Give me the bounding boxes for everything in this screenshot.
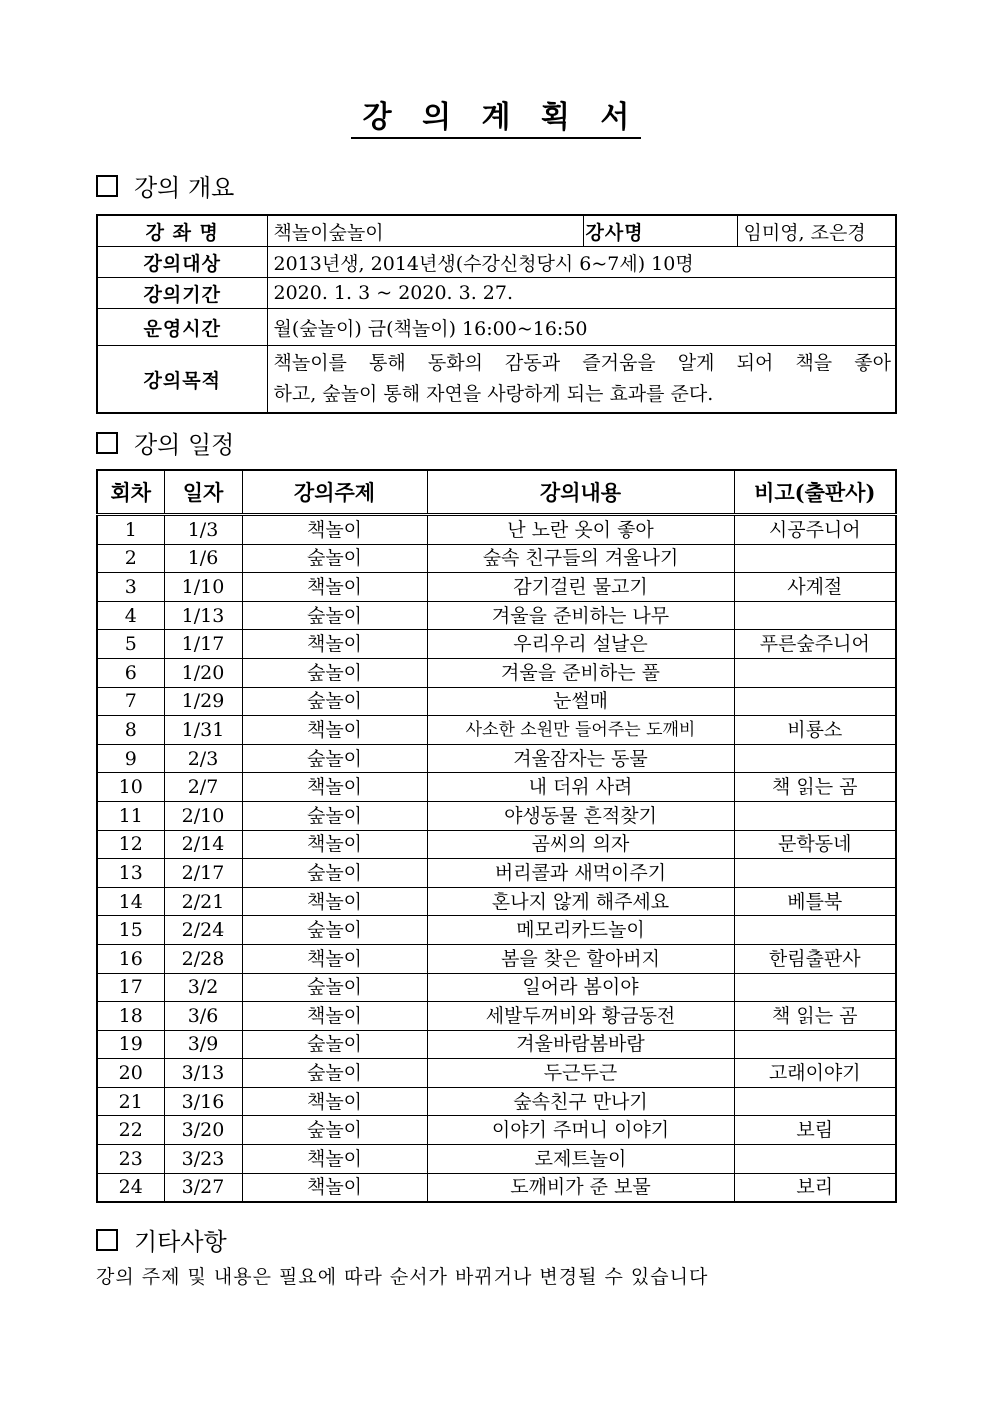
course-value: 책놀이숲놀이 xyxy=(267,215,583,247)
session-cell: 16 xyxy=(97,944,164,973)
content-cell: 일어라 봄이야 xyxy=(427,973,734,1002)
table-row xyxy=(97,1059,896,1088)
note-cell xyxy=(734,1030,896,1059)
content-cell: 우리우리 설날은 xyxy=(427,630,734,659)
date-cell: 1/6 xyxy=(164,544,242,573)
session-cell: 11 xyxy=(97,801,164,830)
table-row xyxy=(97,1145,896,1174)
topic-cell: 숲놀이 xyxy=(242,916,427,945)
table-row xyxy=(97,801,896,830)
content-cell: 혼나지 않게 해주세요 xyxy=(427,887,734,916)
topic-cell: 숲놀이 xyxy=(242,687,427,716)
schedule-header-row xyxy=(97,470,896,515)
content-cell: 두근두근 xyxy=(427,1059,734,1088)
content-cell: 사소한 소원만 들어주는 도깨비 xyxy=(427,716,734,745)
content-cell: 겨울바람봄바람 xyxy=(427,1030,734,1059)
note-cell xyxy=(734,859,896,888)
topic-cell: 숲놀이 xyxy=(242,544,427,573)
course-label: 강 좌 명 xyxy=(97,215,267,247)
table-row xyxy=(97,1173,896,1202)
note-cell: 보리 xyxy=(734,1173,896,1202)
content-cell: 봄을 찾은 할아버지 xyxy=(427,944,734,973)
table-row xyxy=(97,515,896,545)
date-cell: 3/13 xyxy=(164,1059,242,1088)
section-etc-heading: 기타사항 xyxy=(96,1222,227,1257)
note-cell: 책 읽는 곰 xyxy=(734,1002,896,1031)
note-cell: 문학동네 xyxy=(734,830,896,859)
note-cell: 사계절 xyxy=(734,573,896,602)
session-cell: 5 xyxy=(97,630,164,659)
date-cell: 1/20 xyxy=(164,658,242,687)
target-value: 2013년생, 2014년생(수강신청당시 6~7세) 10명 xyxy=(267,247,896,278)
session-cell: 15 xyxy=(97,916,164,945)
date-cell: 2/28 xyxy=(164,944,242,973)
topic-cell: 책놀이 xyxy=(242,1145,427,1174)
table-row xyxy=(97,859,896,888)
content-cell: 도깨비가 준 보물 xyxy=(427,1173,734,1202)
content-cell: 곰씨의 의자 xyxy=(427,830,734,859)
session-cell: 3 xyxy=(97,573,164,602)
header-session: 회차 xyxy=(97,470,164,515)
table-row xyxy=(97,1116,896,1145)
session-cell: 24 xyxy=(97,1173,164,1202)
session-cell: 14 xyxy=(97,887,164,916)
period-value: 2020. 1. 3 ~ 2020. 3. 27. xyxy=(267,278,896,309)
table-row xyxy=(97,544,896,573)
note-cell: 비룡소 xyxy=(734,716,896,745)
topic-cell: 숲놀이 xyxy=(242,859,427,888)
note-cell: 책 읽는 곰 xyxy=(734,773,896,802)
content-cell: 이야기 주머니 이야기 xyxy=(427,1116,734,1145)
table-row xyxy=(97,716,896,745)
purpose-line-2: 하고, 숲놀이 통해 자연을 사랑하게 되는 효과를 준다. xyxy=(273,383,714,405)
topic-cell: 숲놀이 xyxy=(242,744,427,773)
session-cell: 6 xyxy=(97,658,164,687)
topic-cell: 숲놀이 xyxy=(242,658,427,687)
note-cell: 푸른숲주니어 xyxy=(734,630,896,659)
overview-row-period xyxy=(97,278,896,309)
session-cell: 10 xyxy=(97,773,164,802)
table-row xyxy=(97,601,896,630)
date-cell: 1/31 xyxy=(164,716,242,745)
note-cell xyxy=(734,973,896,1002)
content-cell: 겨울을 준비하는 나무 xyxy=(427,601,734,630)
topic-cell: 숲놀이 xyxy=(242,801,427,830)
content-cell: 눈썰매 xyxy=(427,687,734,716)
date-cell: 3/20 xyxy=(164,1116,242,1145)
instructor-label: 강사명 xyxy=(583,215,737,247)
etc-note: 강의 주제 및 내용은 필요에 따라 순서가 바뀌거나 변경될 수 있습니다 xyxy=(96,1266,709,1288)
section-overview-heading: 강의 개요 xyxy=(96,168,234,203)
date-cell: 2/24 xyxy=(164,916,242,945)
table-row xyxy=(97,1030,896,1059)
table-row xyxy=(97,830,896,859)
time-value: 월(숲놀이) 금(책놀이) 16:00~16:50 xyxy=(267,309,896,346)
date-cell: 1/3 xyxy=(164,515,242,545)
content-cell: 세발두꺼비와 황금동전 xyxy=(427,1002,734,1031)
note-cell: 시공주니어 xyxy=(734,515,896,545)
topic-cell: 책놀이 xyxy=(242,1002,427,1031)
content-cell: 야생동물 흔적찾기 xyxy=(427,801,734,830)
table-row xyxy=(97,687,896,716)
date-cell: 3/2 xyxy=(164,973,242,1002)
session-cell: 23 xyxy=(97,1145,164,1174)
time-label: 운영시간 xyxy=(97,309,267,346)
note-cell xyxy=(734,916,896,945)
session-cell: 1 xyxy=(97,515,164,545)
content-cell: 감기걸린 물고기 xyxy=(427,573,734,602)
date-cell: 3/23 xyxy=(164,1145,242,1174)
content-cell: 난 노란 옷이 좋아 xyxy=(427,515,734,545)
session-cell: 12 xyxy=(97,830,164,859)
target-label: 강의대상 xyxy=(97,247,267,278)
date-cell: 2/21 xyxy=(164,887,242,916)
topic-cell: 책놀이 xyxy=(242,515,427,545)
content-cell: 내 더위 사려 xyxy=(427,773,734,802)
topic-cell: 숲놀이 xyxy=(242,601,427,630)
header-date: 일자 xyxy=(164,470,242,515)
note-cell xyxy=(734,801,896,830)
table-row xyxy=(97,744,896,773)
session-cell: 7 xyxy=(97,687,164,716)
date-cell: 1/10 xyxy=(164,573,242,602)
topic-cell: 숲놀이 xyxy=(242,1030,427,1059)
purpose-line-1: 책놀이를 통해 동화의 감동과 즐거움을 알게 되어 책을 좋아 xyxy=(273,352,891,374)
note-cell xyxy=(734,687,896,716)
document-title: 강 의 계 획 서 xyxy=(0,92,992,136)
content-cell: 숲속친구 만나기 xyxy=(427,1087,734,1116)
topic-cell: 책놀이 xyxy=(242,630,427,659)
session-cell: 4 xyxy=(97,601,164,630)
session-cell: 13 xyxy=(97,859,164,888)
date-cell: 2/3 xyxy=(164,744,242,773)
date-cell: 2/14 xyxy=(164,830,242,859)
schedule-table xyxy=(96,469,897,1203)
header-topic: 강의주제 xyxy=(242,470,427,515)
note-cell xyxy=(734,1145,896,1174)
period-label: 강의기간 xyxy=(97,278,267,309)
session-cell: 20 xyxy=(97,1059,164,1088)
overview-row-purpose xyxy=(97,346,896,414)
content-cell: 숲속 친구들의 겨울나기 xyxy=(427,544,734,573)
date-cell: 2/17 xyxy=(164,859,242,888)
date-cell: 3/27 xyxy=(164,1173,242,1202)
table-row xyxy=(97,1002,896,1031)
checkbox-square-icon xyxy=(96,175,118,197)
date-cell: 3/9 xyxy=(164,1030,242,1059)
date-cell: 2/7 xyxy=(164,773,242,802)
topic-cell: 책놀이 xyxy=(242,887,427,916)
topic-cell: 숲놀이 xyxy=(242,973,427,1002)
note-cell: 베틀북 xyxy=(734,887,896,916)
session-cell: 21 xyxy=(97,1087,164,1116)
date-cell: 1/13 xyxy=(164,601,242,630)
content-cell: 로제트놀이 xyxy=(427,1145,734,1174)
checkbox-square-icon xyxy=(96,432,118,454)
overview-row-time xyxy=(97,309,896,346)
note-cell xyxy=(734,658,896,687)
topic-cell: 숲놀이 xyxy=(242,1116,427,1145)
header-note: 비고(출판사) xyxy=(734,470,896,515)
purpose-value xyxy=(267,346,896,414)
note-cell xyxy=(734,544,896,573)
date-cell: 3/6 xyxy=(164,1002,242,1031)
table-row xyxy=(97,658,896,687)
topic-cell: 책놀이 xyxy=(242,1173,427,1202)
topic-cell: 책놀이 xyxy=(242,944,427,973)
session-cell: 8 xyxy=(97,716,164,745)
session-cell: 9 xyxy=(97,744,164,773)
checkbox-square-icon xyxy=(96,1229,118,1251)
note-cell: 보림 xyxy=(734,1116,896,1145)
table-row xyxy=(97,773,896,802)
overview-row-course xyxy=(97,215,896,247)
note-cell: 고래이야기 xyxy=(734,1059,896,1088)
table-row xyxy=(97,573,896,602)
topic-cell: 책놀이 xyxy=(242,830,427,859)
session-cell: 22 xyxy=(97,1116,164,1145)
session-cell: 2 xyxy=(97,544,164,573)
topic-cell: 책놀이 xyxy=(242,573,427,602)
overview-row-target xyxy=(97,247,896,278)
topic-cell: 책놀이 xyxy=(242,716,427,745)
date-cell: 2/10 xyxy=(164,801,242,830)
date-cell: 1/29 xyxy=(164,687,242,716)
section-schedule-heading: 강의 일정 xyxy=(96,425,234,460)
content-cell: 버리콜과 새먹이주기 xyxy=(427,859,734,888)
session-cell: 19 xyxy=(97,1030,164,1059)
table-row xyxy=(97,630,896,659)
table-row xyxy=(97,916,896,945)
purpose-label: 강의목적 xyxy=(97,346,267,414)
date-cell: 1/17 xyxy=(164,630,242,659)
topic-cell: 책놀이 xyxy=(242,773,427,802)
table-row xyxy=(97,973,896,1002)
instructor-value: 임미영, 조은경 xyxy=(737,215,896,247)
session-cell: 18 xyxy=(97,1002,164,1031)
overview-table xyxy=(96,214,897,414)
table-row xyxy=(97,944,896,973)
note-cell xyxy=(734,744,896,773)
topic-cell: 숲놀이 xyxy=(242,1059,427,1088)
topic-cell: 책놀이 xyxy=(242,1087,427,1116)
note-cell: 한림출판사 xyxy=(734,944,896,973)
date-cell: 3/16 xyxy=(164,1087,242,1116)
content-cell: 겨울잠자는 동물 xyxy=(427,744,734,773)
note-cell xyxy=(734,601,896,630)
content-cell: 메모리카드놀이 xyxy=(427,916,734,945)
table-row xyxy=(97,1087,896,1116)
content-cell: 겨울을 준비하는 풀 xyxy=(427,658,734,687)
note-cell xyxy=(734,1087,896,1116)
header-content: 강의내용 xyxy=(427,470,734,515)
session-cell: 17 xyxy=(97,973,164,1002)
table-row xyxy=(97,887,896,916)
